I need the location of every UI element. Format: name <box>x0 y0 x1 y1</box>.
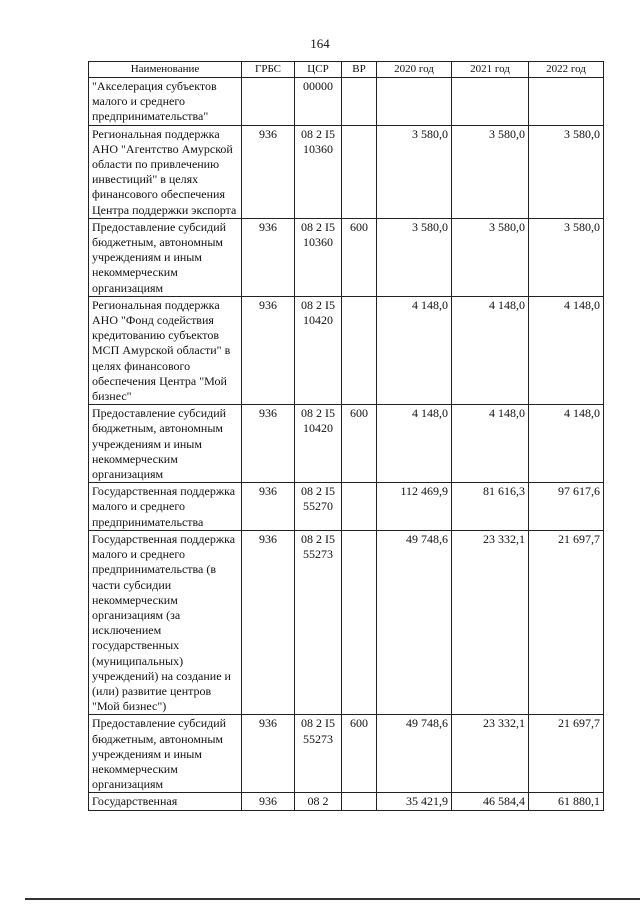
cell-2021: 81 616,3 <box>452 483 529 531</box>
cell-2020: 35 421,9 <box>377 793 452 810</box>
cell-2021: 4 148,0 <box>452 405 529 483</box>
cell-grbs: 936 <box>242 483 295 531</box>
cell-csr: 08 2 <box>295 793 342 810</box>
cell-name: Государственная поддержка малого и среднего предпринимательства <box>89 483 242 531</box>
cell-vr: 600 <box>342 218 377 296</box>
table-row <box>89 218 604 296</box>
cell-grbs <box>242 78 295 126</box>
cell-name: Государственная поддержка малого и среднего предпринимательства (в части субсидии некоммерческим организациям (за исключением государственных (муниципальных) учреждений) на создание и (или) развитие центров "Мой бизнес") <box>89 530 242 714</box>
cell-name: Предоставление субсидий бюджетным, автономным учреждениям и иным некоммерческим организациям <box>89 715 242 793</box>
cell-2021: 4 148,0 <box>452 296 529 404</box>
cell-grbs: 936 <box>242 530 295 714</box>
cell-2020: 4 148,0 <box>377 296 452 404</box>
table-row <box>89 715 604 793</box>
table-row <box>89 483 604 531</box>
budget-table <box>88 61 604 811</box>
header-2022: 2022 год <box>529 62 604 78</box>
cell-csr: 08 2 I5 10360 <box>295 218 342 296</box>
cell-2020: 112 469,9 <box>377 483 452 531</box>
cell-csr: 08 2 I5 55273 <box>295 530 342 714</box>
cell-csr: 00000 <box>295 78 342 126</box>
cell-vr <box>342 530 377 714</box>
cell-csr: 08 2 I5 10420 <box>295 296 342 404</box>
cell-2022: 21 697,7 <box>529 530 604 714</box>
cell-2021: 23 332,1 <box>452 530 529 714</box>
cell-2022: 21 697,7 <box>529 715 604 793</box>
cell-grbs: 936 <box>242 296 295 404</box>
cell-2021: 23 332,1 <box>452 715 529 793</box>
page-number: 164 <box>310 36 330 51</box>
cell-vr: 600 <box>342 715 377 793</box>
table-row <box>89 78 604 126</box>
cell-2022: 3 580,0 <box>529 125 604 218</box>
table-row <box>89 530 604 714</box>
cell-name: "Акселерация субъектов малого и среднего предпринимательства" <box>89 78 242 126</box>
cell-name: Предоставление субсидий бюджетным, автономным учреждениям и иным некоммерческим организациям <box>89 405 242 483</box>
header-2021: 2021 год <box>452 62 529 78</box>
table-row <box>89 296 604 404</box>
cell-2022: 61 880,1 <box>529 793 604 810</box>
cell-2021: 3 580,0 <box>452 218 529 296</box>
cell-grbs: 936 <box>242 715 295 793</box>
cell-2020: 3 580,0 <box>377 218 452 296</box>
cell-vr <box>342 483 377 531</box>
header-csr: ЦСР <box>295 62 342 78</box>
header-vr: ВР <box>342 62 377 78</box>
cell-name: Региональная поддержка АНО "Фонд содействия кредитованию субъектов МСП Амурской области" в целях финансового обеспечения Центра "Мой бизнес" <box>89 296 242 404</box>
cell-2022: 97 617,6 <box>529 483 604 531</box>
table-header-row <box>89 62 604 78</box>
cell-2020: 49 748,6 <box>377 530 452 714</box>
cell-name: Государственная <box>89 793 242 810</box>
cell-grbs: 936 <box>242 405 295 483</box>
cell-grbs: 936 <box>242 793 295 810</box>
cell-csr: 08 2 I5 55273 <box>295 715 342 793</box>
cell-grbs: 936 <box>242 125 295 218</box>
cell-grbs: 936 <box>242 218 295 296</box>
cell-vr: 600 <box>342 405 377 483</box>
cell-csr: 08 2 I5 10360 <box>295 125 342 218</box>
cell-name: Предоставление субсидий бюджетным, автономным учреждениям и иным некоммерческим организациям <box>89 218 242 296</box>
cell-name: Региональная поддержка АНО "Агентство Амурской области по привлечению инвестиций" в целях финансового обеспечения Центра поддержки экспорта <box>89 125 242 218</box>
cell-2022: 4 148,0 <box>529 296 604 404</box>
cell-2020 <box>377 78 452 126</box>
cell-2021 <box>452 78 529 126</box>
cell-2022 <box>529 78 604 126</box>
cell-2022: 3 580,0 <box>529 218 604 296</box>
header-grbs: ГРБС <box>242 62 295 78</box>
cell-2021: 46 584,4 <box>452 793 529 810</box>
cell-2022: 4 148,0 <box>529 405 604 483</box>
cell-2021: 3 580,0 <box>452 125 529 218</box>
cell-csr: 08 2 I5 55270 <box>295 483 342 531</box>
cell-2020: 3 580,0 <box>377 125 452 218</box>
table-row <box>89 405 604 483</box>
table-row <box>89 125 604 218</box>
cell-vr <box>342 125 377 218</box>
header-name: Наименование <box>89 62 242 78</box>
cell-vr <box>342 78 377 126</box>
cell-2020: 49 748,6 <box>377 715 452 793</box>
header-2020: 2020 год <box>377 62 452 78</box>
cell-csr: 08 2 I5 10420 <box>295 405 342 483</box>
cell-vr <box>342 296 377 404</box>
cell-2020: 4 148,0 <box>377 405 452 483</box>
page-edge-divider <box>25 898 640 900</box>
table-row <box>89 793 604 810</box>
cell-vr <box>342 793 377 810</box>
